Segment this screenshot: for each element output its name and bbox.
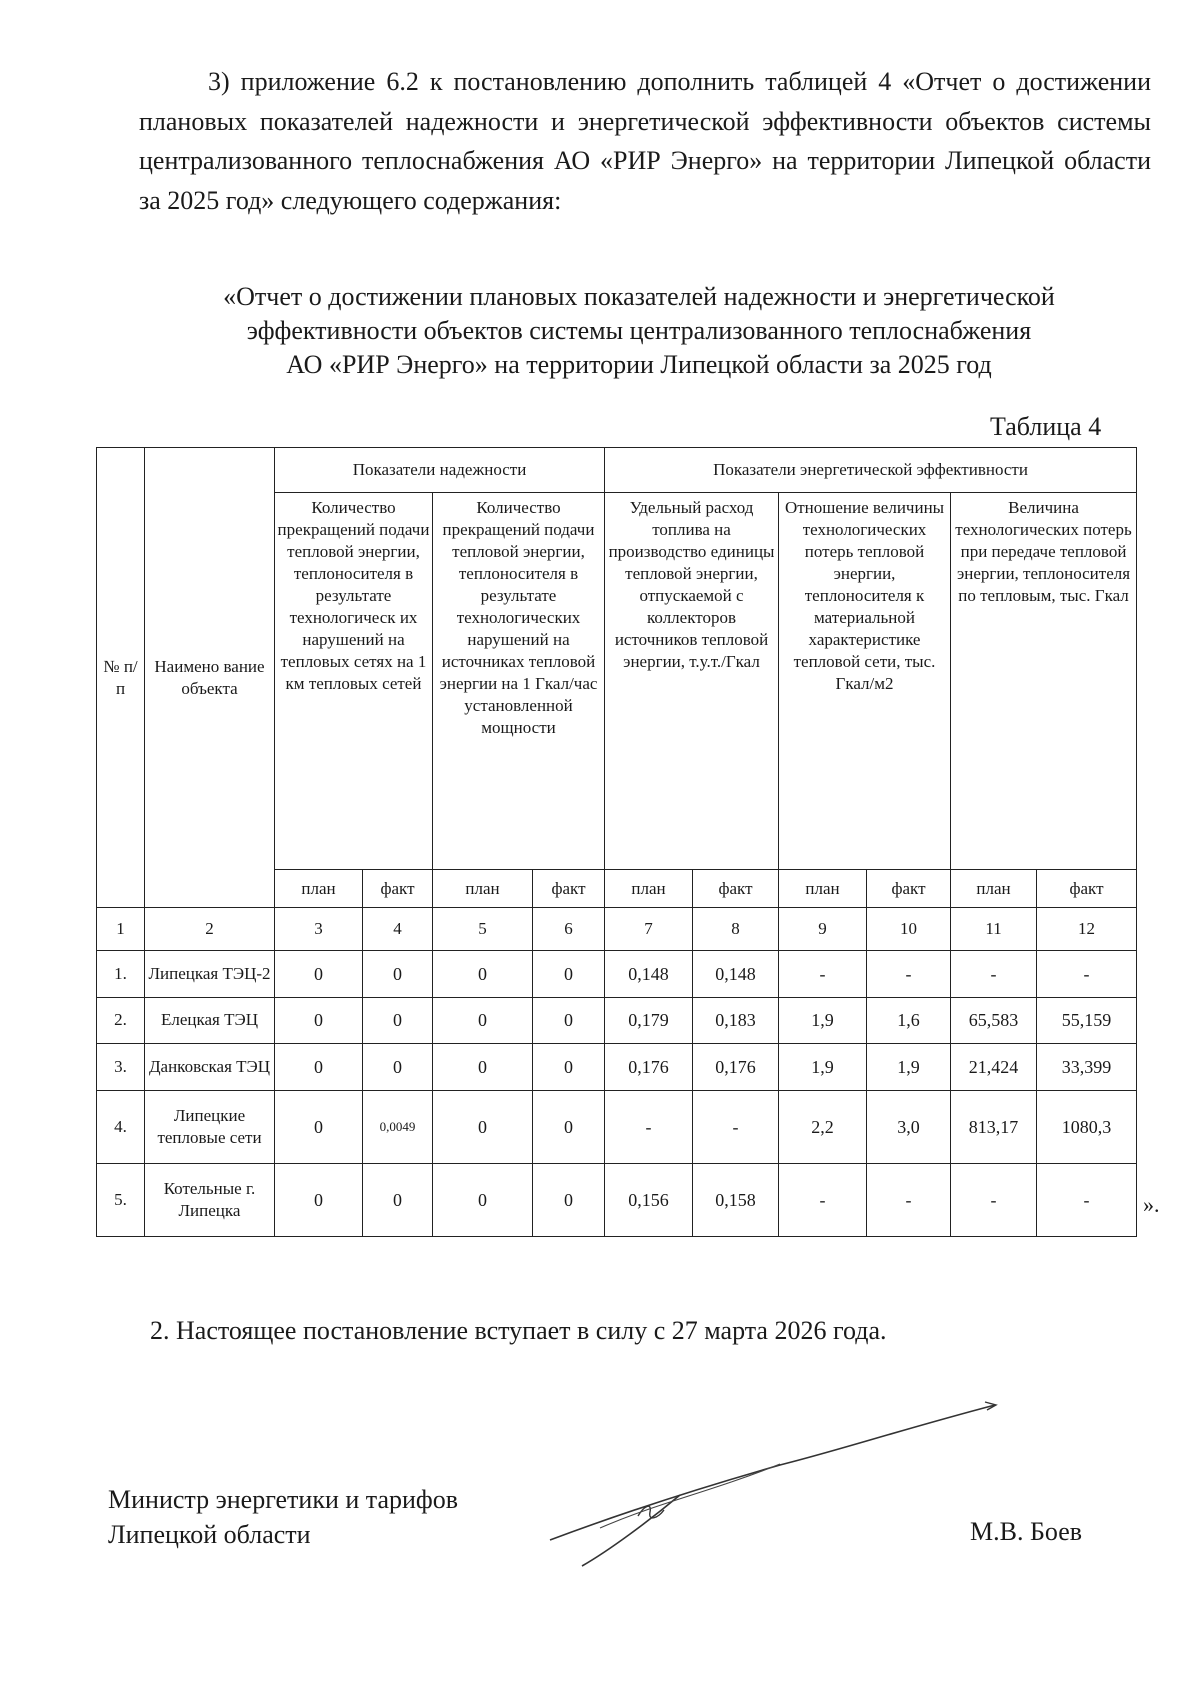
cell-value: 1,6: [867, 997, 951, 1044]
header-reliability-group: Показатели надежности: [275, 448, 605, 493]
header-indicator-4: Отношение величины технологических потерь тепловой энергии, теплоносителя к материальной характеристике тепловой сети, тыс. Гкал/м2: [779, 492, 951, 869]
cell-value: 33,399: [1037, 1044, 1137, 1091]
row-no: 2.: [97, 997, 145, 1044]
column-number: 4: [363, 908, 433, 951]
header-fact: факт: [1037, 869, 1137, 908]
cell-value: 0: [275, 1044, 363, 1091]
row-no: 5.: [97, 1163, 145, 1236]
cell-value: 0: [533, 1044, 605, 1091]
cell-value: 0,148: [693, 950, 779, 997]
cell-value: 813,17: [951, 1090, 1037, 1163]
row-object-name: Липецкие тепловые сети: [145, 1090, 275, 1163]
table-row: [97, 950, 1137, 997]
cell-value: 21,424: [951, 1044, 1037, 1091]
header-no: № п/п: [97, 448, 145, 908]
cell-value: 0,179: [605, 997, 693, 1044]
cell-value: 0: [433, 1163, 533, 1236]
column-number: 7: [605, 908, 693, 951]
cell-value: 0: [363, 1163, 433, 1236]
cell-value: 1,9: [867, 1044, 951, 1091]
column-number: 12: [1037, 908, 1137, 951]
signer-position-line: Липецкой области: [108, 1520, 311, 1549]
cell-value: 0: [275, 950, 363, 997]
header-indicator-5: Величина технологических потерь при передаче тепловой энергии, теплоносителя по тепловым, тыс. Гкал: [951, 492, 1137, 869]
cell-value: 2,2: [779, 1090, 867, 1163]
cell-value: 0: [533, 997, 605, 1044]
table-caption: Таблица 4: [990, 412, 1102, 441]
header-plan: план: [951, 869, 1037, 908]
cell-value: 0: [363, 1044, 433, 1091]
cell-value: 55,159: [1037, 997, 1137, 1044]
table-row: [97, 1044, 1137, 1091]
column-number: 1: [97, 908, 145, 951]
signature-image: [540, 1380, 1010, 1570]
table-row: [97, 1090, 1137, 1163]
signer-position-line: Министр энергетики и тарифов: [108, 1485, 459, 1514]
header-name: Наимено вание объекта: [145, 448, 275, 908]
cell-value: 0: [275, 1090, 363, 1163]
column-number: 5: [433, 908, 533, 951]
cell-value: -: [693, 1090, 779, 1163]
cell-value: 1,9: [779, 997, 867, 1044]
column-number: 11: [951, 908, 1037, 951]
column-number: 8: [693, 908, 779, 951]
header-indicator-3: Удельный расход топлива на производство единицы тепловой энергии, отпускаемой с коллекторов источников тепловой энергии, т.у.т./Гкал: [605, 492, 779, 869]
cell-value: 0: [433, 997, 533, 1044]
table-row: [97, 997, 1137, 1044]
cell-value: -: [867, 950, 951, 997]
cell-value: 0: [533, 1090, 605, 1163]
cell-value: 0: [433, 1090, 533, 1163]
cell-value: 1080,3: [1037, 1090, 1137, 1163]
row-no: 4.: [97, 1090, 145, 1163]
cell-value: 0,156: [605, 1163, 693, 1236]
cell-value: -: [779, 1163, 867, 1236]
cell-value: 0,176: [693, 1044, 779, 1091]
cell-value: 0: [533, 1163, 605, 1236]
column-number: 3: [275, 908, 363, 951]
header-fact: факт: [363, 869, 433, 908]
header-indicator-2: Количество прекращений подачи тепловой энергии, теплоносителя в результате технологических нарушений на источниках тепловой энергии на 1 Гкал/час установленной мощности: [433, 492, 605, 869]
signer-name: М.В. Боев: [970, 1517, 1083, 1546]
header-indicator-1: Количество прекращений подачи тепловой энергии, теплоносителя в результате технологическ их нарушений на тепловых сетях на 1 км тепловых сетей: [275, 492, 433, 869]
cell-value: -: [951, 950, 1037, 997]
header-plan: план: [433, 869, 533, 908]
cell-value: -: [867, 1163, 951, 1236]
cell-value: 65,583: [951, 997, 1037, 1044]
column-number: 6: [533, 908, 605, 951]
row-object-name: Данковская ТЭЦ: [145, 1044, 275, 1091]
cell-value: -: [1037, 1163, 1137, 1236]
column-number: 2: [145, 908, 275, 951]
report-title-line: эффективности объектов системы централизованного теплоснабжения: [246, 316, 1032, 345]
row-object-name: Елецкая ТЭЦ: [145, 997, 275, 1044]
cell-value: 0: [275, 997, 363, 1044]
column-number: 9: [779, 908, 867, 951]
header-plan: план: [779, 869, 867, 908]
row-object-name: Котельные г. Липецка: [145, 1163, 275, 1236]
cell-value: 0: [363, 950, 433, 997]
row-no: 3.: [97, 1044, 145, 1091]
signature-stroke: [550, 1405, 995, 1540]
signature-stroke: [582, 1495, 680, 1566]
cell-value: 0: [275, 1163, 363, 1236]
cell-value: -: [1037, 950, 1137, 997]
cell-value: 0,0049: [363, 1090, 433, 1163]
row-object-name: Липецкая ТЭЦ-2: [145, 950, 275, 997]
cell-value: -: [779, 950, 867, 997]
header-plan: план: [275, 869, 363, 908]
effect-clause: 2. Настоящее постановление вступает в силу с 27 марта 2026 года.: [150, 1316, 887, 1345]
cell-value: 0: [533, 950, 605, 997]
cell-value: -: [605, 1090, 693, 1163]
cell-value: 0: [433, 950, 533, 997]
report-title-line: «Отчет о достижении плановых показателей надежности и энергетической: [223, 282, 1055, 311]
closing-quote: ».: [1143, 1192, 1160, 1217]
report-table: [96, 447, 1137, 1237]
signer-position: [108, 1482, 458, 1552]
header-fact: факт: [533, 869, 605, 908]
header-fact: факт: [867, 869, 951, 908]
cell-value: 0,183: [693, 997, 779, 1044]
cell-value: 0,148: [605, 950, 693, 997]
cell-value: 0: [433, 1044, 533, 1091]
row-no: 1.: [97, 950, 145, 997]
cell-value: 0: [363, 997, 433, 1044]
column-number: 10: [867, 908, 951, 951]
cell-value: 3,0: [867, 1090, 951, 1163]
table-row: [97, 1163, 1137, 1236]
intro-paragraph: 3) приложение 6.2 к постановлению дополнить таблицей 4 «Отчет о достижении плановых показателей надежности и энергетической эффективности объектов системы централизованного теплоснабжения АО «РИР Энерго» на территории Липецкой области за 2025 год» следующего содержания:: [139, 67, 1151, 215]
cell-value: 0,158: [693, 1163, 779, 1236]
cell-value: 0,176: [605, 1044, 693, 1091]
header-fact: факт: [693, 869, 779, 908]
report-title-line: АО «РИР Энерго» на территории Липецкой области за 2025 год: [286, 350, 992, 379]
cell-value: 1,9: [779, 1044, 867, 1091]
report-title: [139, 280, 1139, 382]
header-efficiency-group: Показатели энергетической эффективности: [605, 448, 1137, 493]
header-plan: план: [605, 869, 693, 908]
cell-value: -: [951, 1163, 1037, 1236]
